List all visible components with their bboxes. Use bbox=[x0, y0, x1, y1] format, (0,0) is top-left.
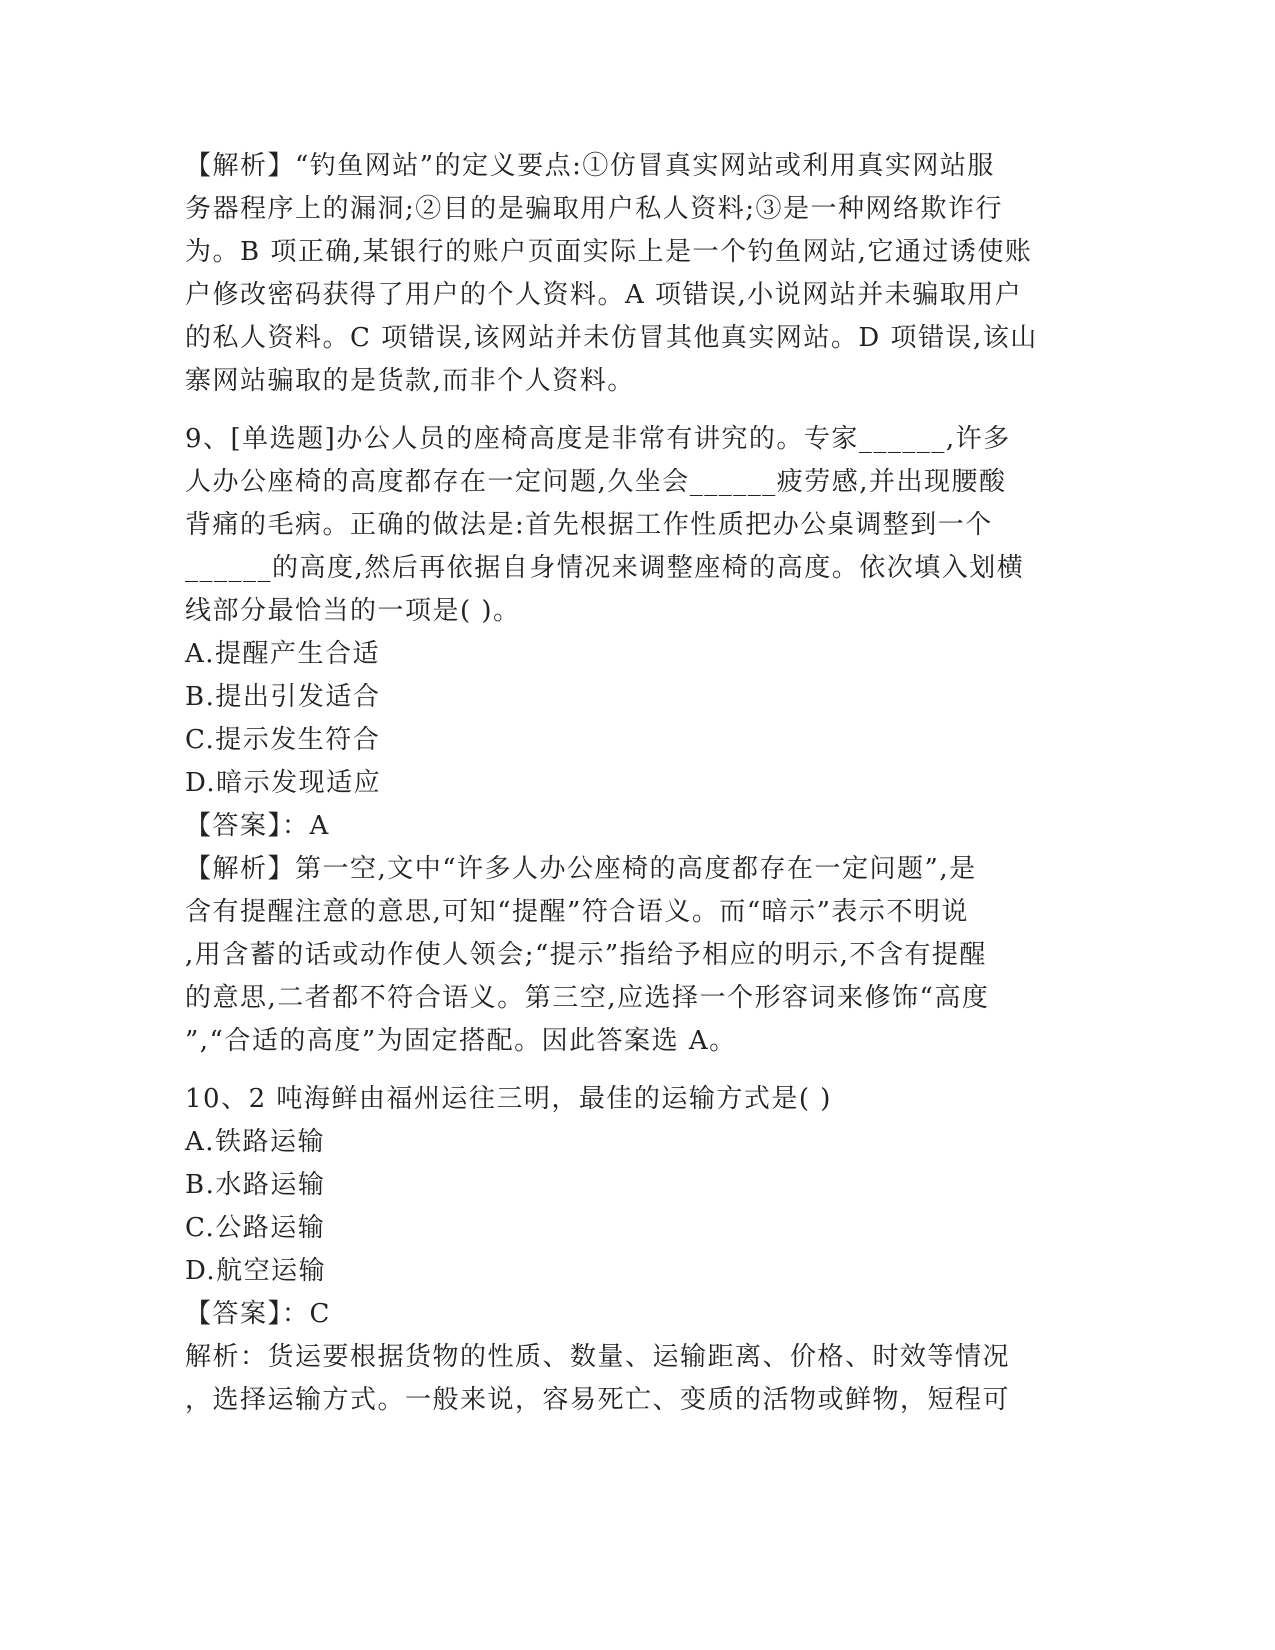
q8-analysis bbox=[185, 145, 1090, 403]
q9-option-b: B.提出引发适合 bbox=[185, 682, 381, 712]
q9-answer: 【答案】：A bbox=[185, 811, 330, 841]
q9-option-c: C.提示发生符合 bbox=[185, 725, 381, 755]
document-page bbox=[185, 145, 1090, 1422]
q9-stem-line: 线部分最恰当的一项是( )。 bbox=[185, 596, 521, 626]
q9-option-a: A.提醒产生合适 bbox=[185, 639, 381, 669]
q10-option-d: D.航空运输 bbox=[185, 1256, 327, 1286]
q9-analysis-line: 【解析】第一空,文中“许多人办公座椅的高度都存在一定问题”,是 bbox=[185, 854, 977, 884]
q9-stem-line: 人办公座椅的高度都存在一定问题,久坐会______疲劳感,并出现腰酸 bbox=[185, 467, 1007, 497]
q10-analysis-line: 解析：货运要根据货物的性质、数量、运输距离、价格、时效等情况 bbox=[185, 1342, 1011, 1372]
q8-analysis-line: 的私人资料。C 项错误,该网站并未仿冒其他真实网站。D 项错误,该山 bbox=[185, 323, 1038, 353]
q8-analysis-line: 寨网站骗取的是货款,而非个人资料。 bbox=[185, 366, 635, 396]
q10-option-c: C.公路运输 bbox=[185, 1213, 326, 1243]
q9-analysis-line: ,用含蓄的话或动作使人领会;“提示”指给予相应的明示,不含有提醒 bbox=[185, 940, 987, 970]
q9-analysis-line: 含有提醒注意的意思,可知“提醒”符合语义。而“暗示”表示不明说 bbox=[185, 897, 969, 927]
q9-stem-line: ______的高度,然后再依据自身情况来调整座椅的高度。依次填入划横 bbox=[185, 553, 1025, 583]
q9-analysis-line: ”,“合适的高度”为固定搭配。因此答案选 A。 bbox=[185, 1026, 737, 1056]
q10-option-b: B.水路运输 bbox=[185, 1170, 326, 1200]
q9-stem-line: 背痛的毛病。正确的做法是:首先根据工作性质把办公桌调整到一个 bbox=[185, 510, 993, 540]
q9-option-d: D.暗示发现适应 bbox=[185, 768, 382, 798]
q10-stem-line: 10、2 吨海鲜由福州运往三明，最佳的运输方式是( ) bbox=[185, 1084, 832, 1114]
q10-answer: 【答案】：C bbox=[185, 1299, 331, 1329]
q8-analysis-line: 为。B 项正确,某银行的账户页面实际上是一个钓鱼网站,它通过诱使账 bbox=[185, 237, 1033, 267]
q10-option-a: A.铁路运输 bbox=[185, 1127, 326, 1157]
q9-stem-line: 9、[单选题]办公人员的座椅高度是非常有讲究的。专家______,许多 bbox=[185, 424, 1011, 454]
q8-analysis-line: 【解析】“钓鱼网站”的定义要点:①仿冒真实网站或利用真实网站服 bbox=[185, 151, 995, 181]
q8-analysis-line: 务器程序上的漏洞;②目的是骗取用户私人资料;③是一种网络欺诈行 bbox=[185, 194, 1004, 224]
section-gap bbox=[185, 1063, 1090, 1078]
q9-analysis-line: 的意思,二者都不符合语义。第三空,应选择一个形容词来修饰“高度 bbox=[185, 983, 990, 1013]
question-9 bbox=[185, 418, 1090, 1063]
q8-analysis-line: 户修改密码获得了用户的个人资料。A 项错误,小说网站并未骗取用户 bbox=[185, 280, 1023, 310]
question-10 bbox=[185, 1078, 1090, 1422]
q10-analysis-line: ，选择运输方式。一般来说，容易死亡、变质的活物或鲜物，短程可 bbox=[185, 1385, 1011, 1415]
section-gap bbox=[185, 403, 1090, 418]
